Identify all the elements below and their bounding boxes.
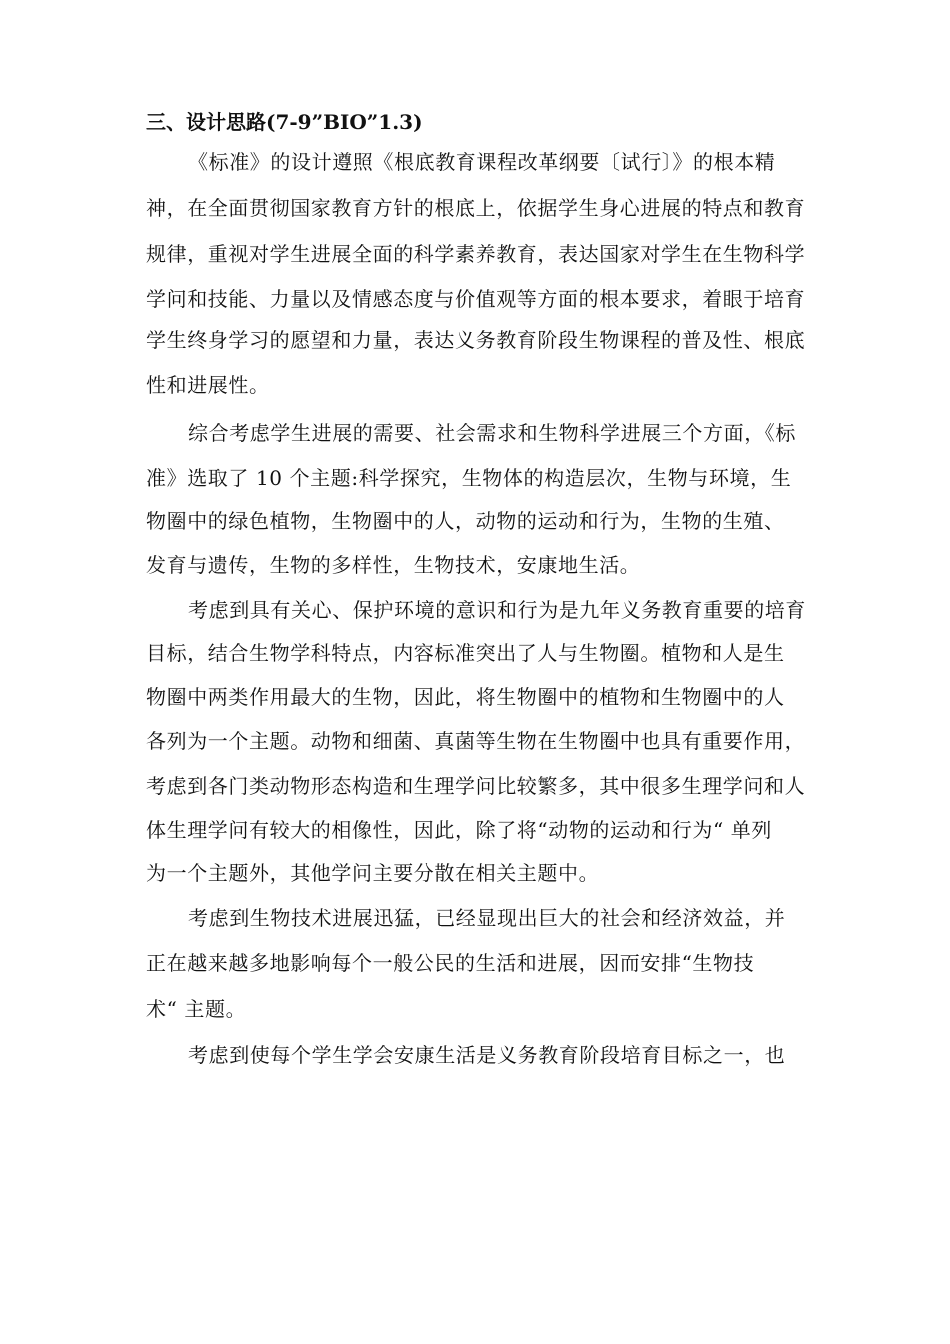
paragraph-line: 性和进展性。 bbox=[146, 373, 270, 397]
paragraph-line: 考虑到具有关心、保护环境的意识和行为是九年义务教育重要的培育 bbox=[188, 598, 806, 622]
paragraph-line: 考虑到各门类动物形态构造和生理学问比较繁多，其中很多生理学问和人 bbox=[146, 774, 806, 798]
paragraph-line: 学生终身学习的愿望和力量，表达义务教育阶段生物课程的普及性、根底 bbox=[146, 328, 806, 352]
paragraph-line: 考虑到生物技术进展迅猛，已经显现出巨大的社会和经济效益，并 bbox=[188, 906, 786, 930]
paragraph-line: 准》选取了 10 个主题:科学探究，生物体的构造层次，生物与环境，生 bbox=[146, 466, 792, 490]
paragraph-line: 学问和技能、力量以及情感态度与价值观等方面的根本要求，着眼于培育 bbox=[146, 287, 806, 311]
paragraph-line: 为一个主题外，其他学问主要分散在相关主题中。 bbox=[146, 861, 600, 885]
paragraph-line: 发育与遗传，生物的多样性，生物技术，安康地生活。 bbox=[146, 553, 641, 577]
paragraph-line: 综合考虑学生进展的需要、社会需求和生物科学进展三个方面，《标 bbox=[188, 421, 796, 445]
paragraph-line: 《标准》的设计遵照《根底教育课程改革纲要〔试行〕》的根本精 bbox=[188, 150, 776, 174]
paragraph-line: 术“ 主题。 bbox=[146, 997, 247, 1021]
paragraph-line: 物圈中两类作用最大的生物，因此，将生物圈中的植物和生物圈中的人 bbox=[146, 685, 785, 709]
paragraph-line: 目标，结合生物学科特点，内容标准突出了人与生物圈。植物和人是生 bbox=[146, 641, 785, 665]
paragraph-line: 考虑到使每个学生学会安康生活是义务教育阶段培育目标之一，也 bbox=[188, 1043, 786, 1067]
paragraph-line: 物圈中的绿色植物，生物圈中的人，动物的运动和行为，生物的生殖、 bbox=[146, 509, 785, 533]
paragraph-line: 正在越来越多地影响每个一般公民的生活和进展，因而安排“生物技 bbox=[146, 951, 755, 975]
section-heading: 三、设计思路(7-9”BIO”1.3) bbox=[146, 110, 423, 134]
paragraph-line: 神，在全面贯彻国家教育方针的根底上，依据学生身心进展的特点和教育 bbox=[146, 196, 806, 220]
paragraph-line: 体生理学问有较大的相像性，因此，除了将“动物的运动和行为“ 单列 bbox=[146, 818, 773, 842]
paragraph-line: 规律，重视对学生进展全面的科学素养教育，表达国家对学生在生物科学 bbox=[146, 242, 806, 266]
paragraph-line: 各列为一个主题。动物和细菌、真菌等生物在生物圈中也具有重要作用， bbox=[146, 729, 806, 753]
